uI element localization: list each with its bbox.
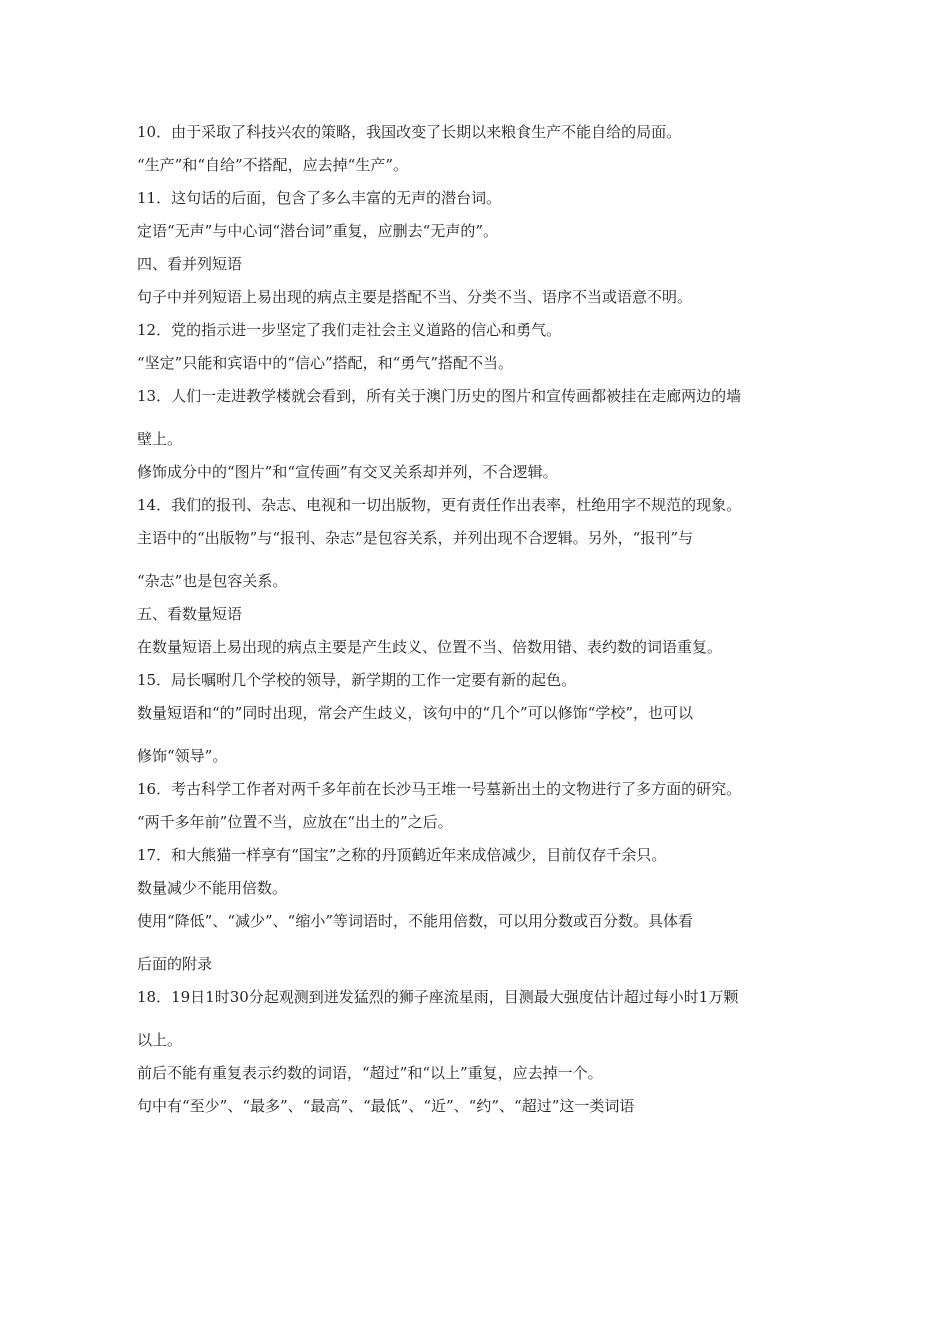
sentence-14: 14．我们的报刊、杂志、电视和一切出版物，更有责任作出表率，杜绝用字不规范的现象。 (137, 496, 742, 514)
section-heading-5: 五、看数量短语 (137, 605, 243, 623)
note-17-part-1: 使用“降低”、“减少”、“缩小”等词语时，不能用倍数，可以用分数或百分数。具体看 (137, 912, 694, 930)
sentence-13-part-2: 壁上。 (137, 430, 183, 448)
explanation-15-part-1: 数量短语和“的”同时出现，常会产生歧义，该句中的“几个”可以修饰“学校”，也可以 (137, 704, 694, 722)
section-intro-5: 在数量短语上易出现的病点主要是产生歧义、位置不当、倍数用错、表约数的词语重复。 (137, 638, 723, 656)
explanation-10: “生产”和“自给”不搭配，应去掉“生产”。 (137, 156, 409, 174)
sentence-17: 17．和大熊猫一样享有“国宝”之称的丹顶鹤近年来成倍减少，目前仅存千余只。 (137, 846, 667, 864)
explanation-14-part-1: 主语中的“出版物”与“报刊、杂志”是包容关系，并列出现不合逻辑。另外，“报刊”与 (137, 529, 694, 547)
sentence-10: 10．由于采取了科技兴农的策略，我国改变了长期以来粮食生产不能自给的局面。 (137, 123, 682, 141)
sentence-13-part-1: 13．人们一走进教学楼就会看到，所有关于澳门历史的图片和宣传画都被挂在走廊两边的墙 (137, 387, 742, 405)
explanation-14-part-2: “杂志”也是包容关系。 (137, 572, 288, 590)
sentence-11: 11．这句话的后面，包含了多么丰富的无声的潜台词。 (137, 189, 502, 207)
note-18: 句中有“至少”、“最多”、“最高”、“最低”、“近”、“约”、“超过”这一类词语 (137, 1097, 635, 1115)
sentence-12: 12．党的指示进一步坚定了我们走社会主义道路的信心和勇气。 (137, 321, 562, 339)
explanation-16: “两千多年前”位置不当，应放在“出土的”之后。 (137, 813, 453, 831)
sentence-18-part-2: 以上。 (137, 1031, 183, 1049)
sentence-15: 15．局长嘱咐几个学校的领导，新学期的工作一定要有新的起色。 (137, 671, 577, 689)
section-heading-4: 四、看并列短语 (137, 255, 243, 273)
explanation-12: “坚定”只能和宾语中的“信心”搭配，和“勇气”搭配不当。 (137, 354, 514, 372)
section-intro-4: 句子中并列短语上易出现的病点主要是搭配不当、分类不当、语序不当或语意不明。 (137, 288, 693, 306)
sentence-16: 16．考古科学工作者对两千多年前在长沙马王堆一号墓新出土的文物进行了多方面的研究。 (137, 780, 742, 798)
document-body (137, 124, 817, 1131)
explanation-11: 定语“无声”与中心词“潜台词”重复，应删去“无声的”。 (137, 222, 499, 240)
explanation-15-part-2: 修饰“领导”。 (137, 747, 228, 765)
explanation-18: 前后不能有重复表示约数的词语，“超过”和“以上”重复，应去掉一个。 (137, 1064, 603, 1082)
sentence-18-part-1: 18．19日1时30分起观测到迸发猛烈的狮子座流星雨，目测最大强度估计超过每小时1万颗 (137, 988, 739, 1006)
explanation-17: 数量减少不能用倍数。 (137, 879, 288, 897)
explanation-13: 修饰成分中的“图片”和“宣传画”有交叉关系却并列，不合逻辑。 (137, 463, 558, 481)
note-17-part-2: 后面的附录 (137, 955, 213, 973)
